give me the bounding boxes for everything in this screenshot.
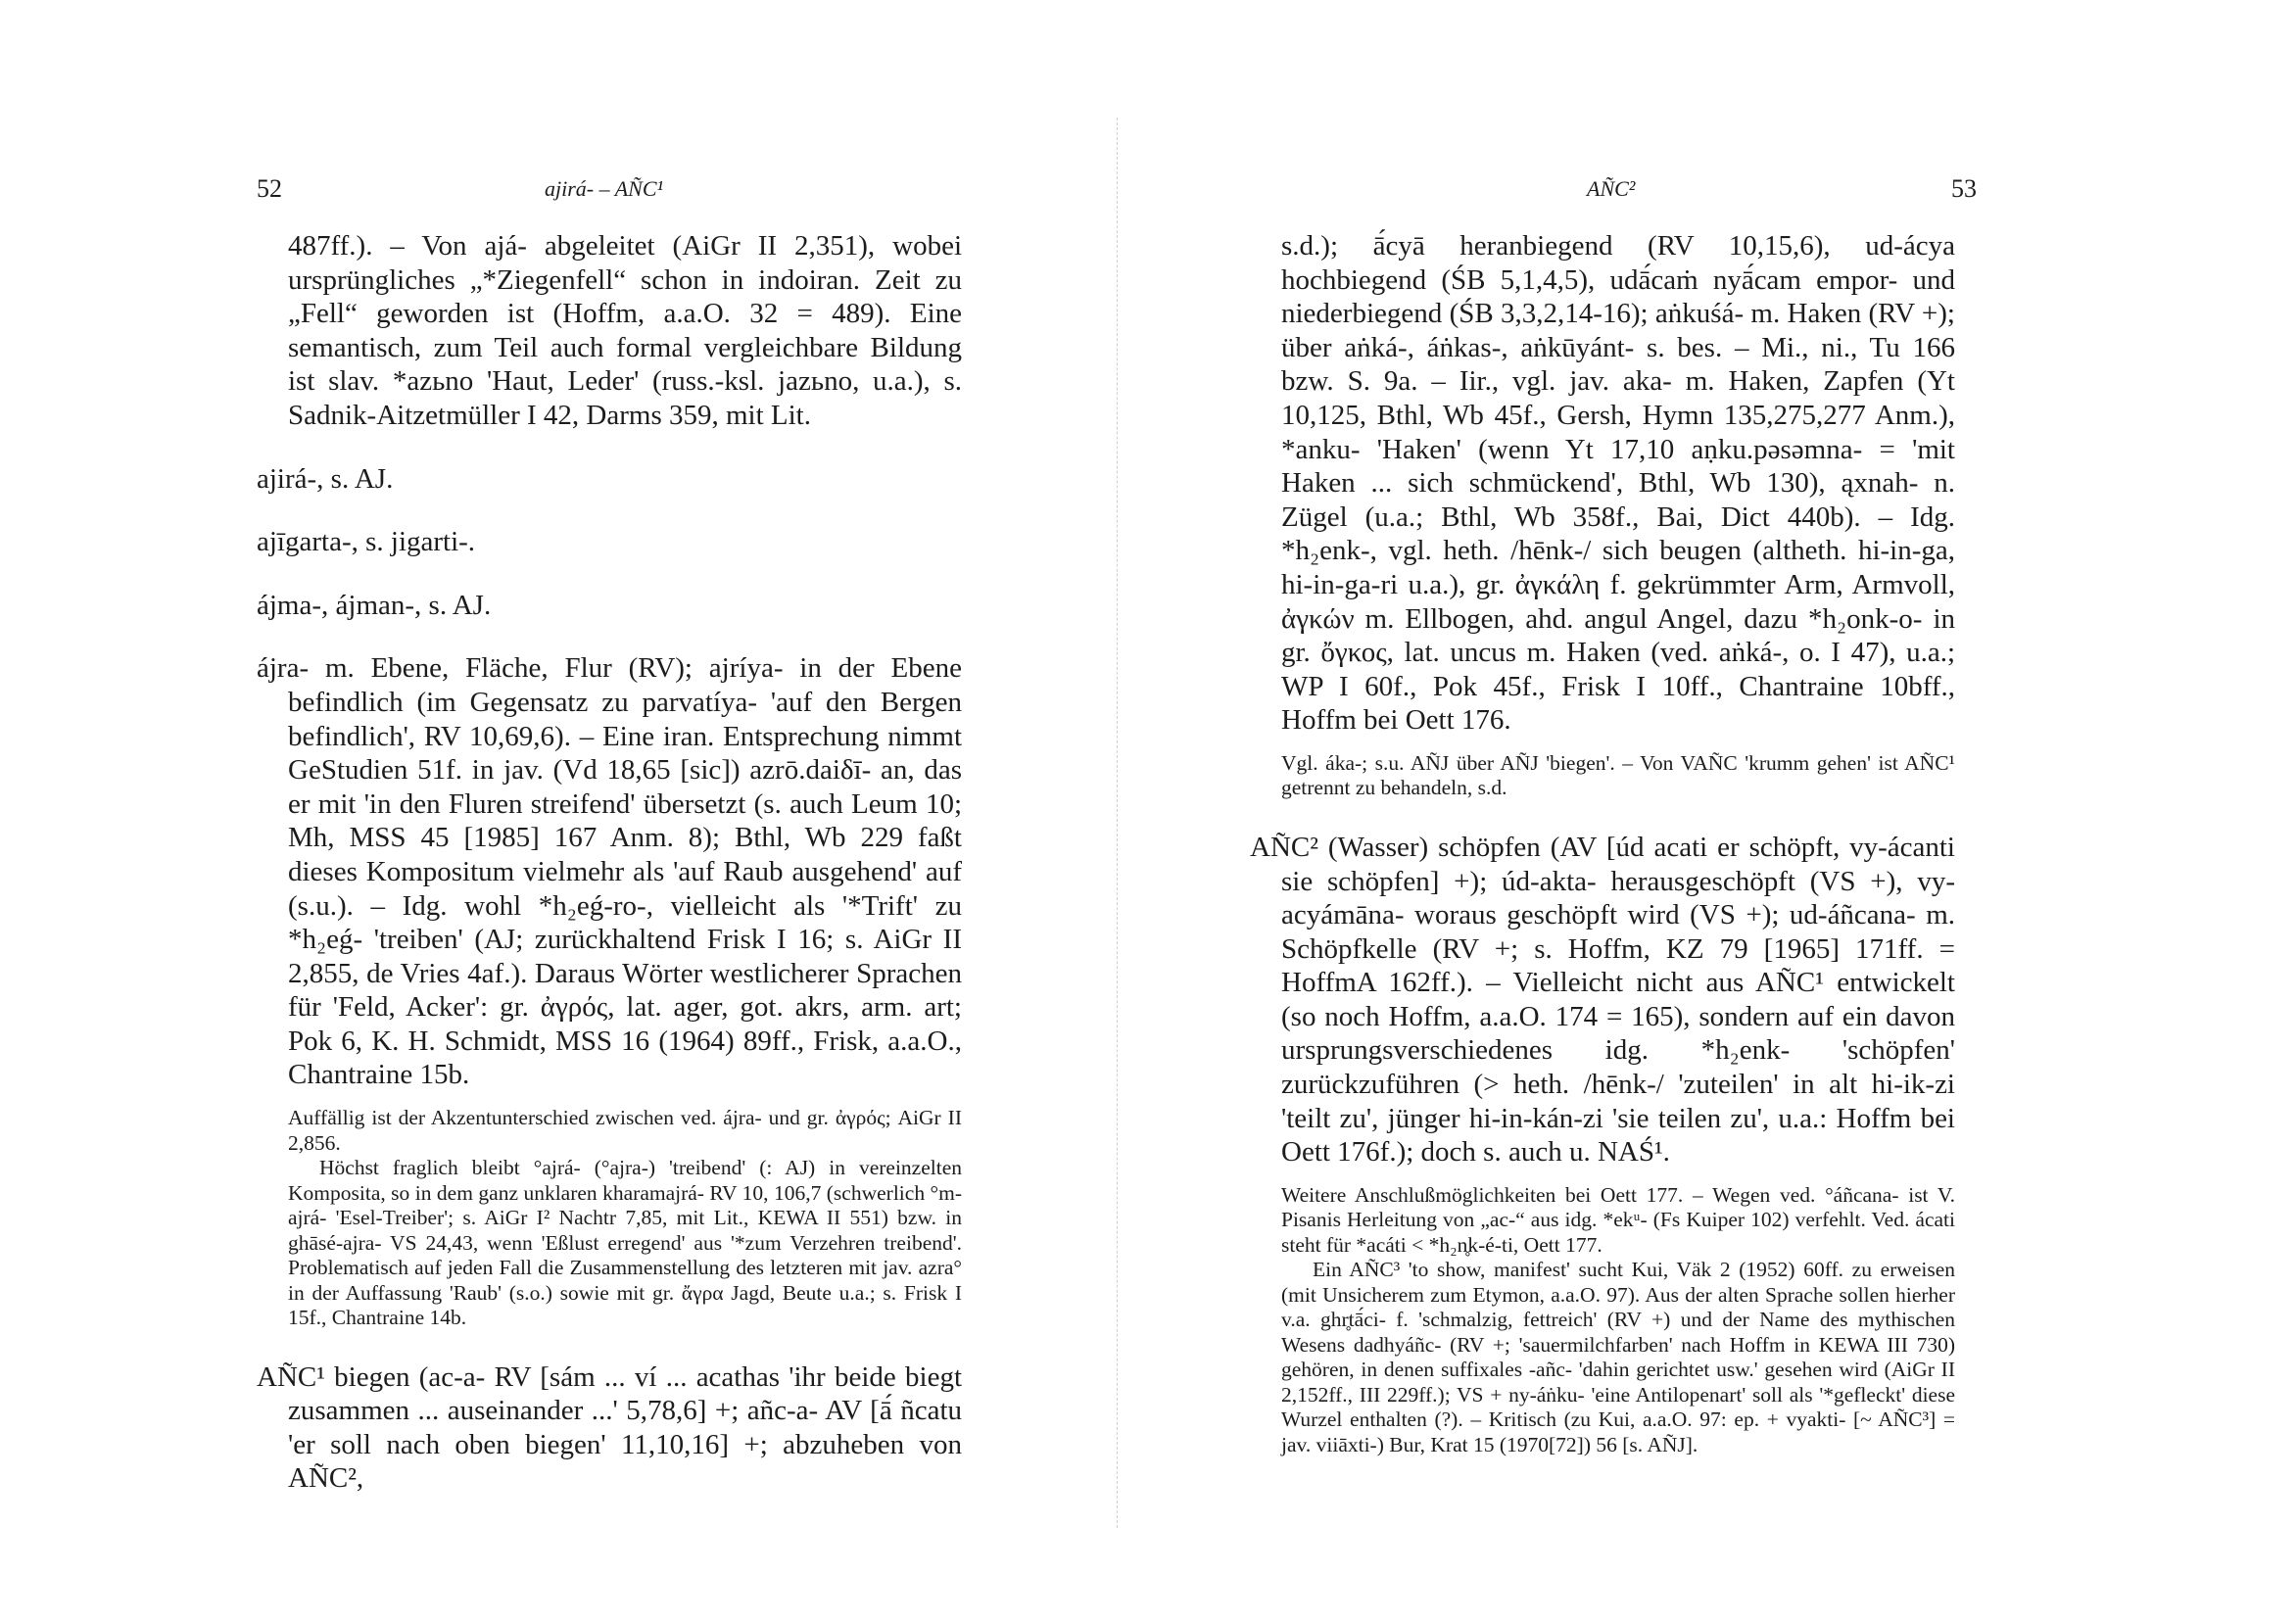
note-further: Weitere Anschlußmöglichkeiten bei Oett 177. – Wegen ved. °áñcana- ist V. Pisanis Herleitung von „ac-“ aus idg. *ekᵘ- (Fs Kuiper 102) verfehlt. Ved. ácati steht für *acáti < *h₂n̥k-é-ti, Oett 177. bbox=[1281, 1182, 1955, 1257]
right-column bbox=[1250, 229, 1955, 1457]
right-running-head: AÑC² bbox=[1587, 176, 1636, 201]
paragraph-continuation: s.d.); ā́cyā heranbiegend (RV 10,15,6), ud-ácya hochbiegend (ŚB 5,1,4,5), udā́caṁ nyā́cam empor- und niederbiegend (ŚB 3,3,2,14-16); aṅkuśá- m. Haken (RV +); über aṅká-, áṅkas-, aṅkūyánt- s. bes. – Mi., ni., Tu 166 bzw. S. 9a. – Iir., vgl. jav. aka- m. Haken, Zapfen (Yt 10,125, Bthl, Wb 45f., Gersh, Hymn 135,275,277 Anm.), *anku- 'Haken' (wenn Yt 17,10 aṇku.pəsəmna- = 'mit Haken ... sich schmückend', Bthl, Wb 130), ąxnah- n. Zügel (u.a.; Bthl, Wb 358f., Bai, Dict 440b). – Idg. *h₂enk-, vgl. heth. /hēnk-/ sich beugen (altheth. hi-in-ga, hi-in-ga-ri u.a.), gr. ἀγκάλη f. gekrümmter Arm, Armvoll, ἀγκών m. Ellbogen, ahd. angul Angel, dazu *h₂onk-o- in gr. ὄγκος, lat. uncus m. Haken (ved. aṅká-, o. I 47), u.a.; WP I 60f., Pok 45f., Frisk I 10ff., Chantraine 10bff., Hoffm bei Oett 176. bbox=[1281, 230, 1955, 737]
right-page-number: 53 bbox=[1951, 174, 1977, 203]
left-column bbox=[257, 229, 962, 1496]
note-anc3: Ein AÑC³ 'to show, manifest' sucht Kui, Väk 2 (1952) 60ff. zu erweisen (mit Unsicherem zum Etymon, a.a.O. 97). Aus der alten Sprache sollen hierher v.a. ghr̥tā́ci- f. 'schmalzig, fettreich' (RV +) und der Name des mythischen Wesens dadhyáñc- (RV +; 'sauermilchfarben' nach Hoffm in KEWA III 730) gehören, in denen suffixales -añc- 'dahin gerichtet usw.' gesehen wird (AiGr II 2,152ff., III 229ff.); VS + ny-áṅku- 'eine Antilopenart' soll als '*gefleckt' diese Wurzel enthalten (?). – Kritisch (zu Kui, a.a.O. 97: ep. + vyakti- [~ AÑC³] = jav. viiāxti-) Bur, Krat 15 (1970[72]) 56 [s. AÑJ]. bbox=[1281, 1258, 1955, 1456]
note-accent: Auffällig ist der Akzentunterschied zwischen ved. ájra- und gr. ἀγρός; AiGr II 2,856. bbox=[288, 1106, 962, 1155]
note-ajra-compounds: Höchst fraglich bleibt °ajrá- (°ajra-) 'treibend' (: AJ) in vereinzelten Komposita, so in dem ganz unklaren kharamajrá- RV 10, 106,7 (schwerlich °m-ajrá- 'Esel-Treiber'; s. AiGr I² Nachtr 7,85, mit Lit., KEWA II 551) bzw. in ghāsé-ajra- VS 24,43, wenn 'Eßlust erregend' aus '*zum Verzehren treibend'. Problematisch auf jeden Fall die Zusammenstellung des letzteren mit jav. azra° in der Auffassung 'Raub' (s.o.) sowie mit gr. ἄγρα Jagd, Beute u.a.; s. Frisk I 15f., Chantraine 14b. bbox=[288, 1156, 962, 1330]
left-running-head: ajirá- – AÑC¹ bbox=[545, 176, 664, 201]
entry-anc1: AÑC¹ biegen (ac-a- RV [sám ... ví ... acathas 'ihr beide biegt zusammen ... auseinander ...' 5,78,6] +; añc-a- AV [ā́ ñcatu 'er soll nach oben biegen' 11,10,16] +; abzuheben von AÑC², bbox=[257, 1360, 962, 1495]
right-page bbox=[1148, 0, 2296, 1622]
entry-ajira: ajirá-, s. AJ. bbox=[257, 462, 394, 495]
note-vgl-aka: Vgl. áka-; s.u. AÑJ über AÑJ 'biegen'. – Von VAÑC 'krumm gehen' ist AÑC¹ getrennt zu behandeln, s.d. bbox=[1281, 750, 1955, 800]
left-page-number: 52 bbox=[257, 174, 282, 203]
entry-ajigarta: ajīgarta-, s. jigarti-. bbox=[257, 526, 476, 558]
paragraph-continuation: 487ff.). – Von ajá- abgeleitet (AiGr II 2,351), wobei ursprüngliches „*Ziegenfell“ schon in indoiran. Zeit zu „Fell“ geworden ist (Hoffm, a.a.O. 32 = 489). Eine semantisch, zum Teil auch formal vergleichbare Bildung ist slav. *azьno 'Haut, Leder' (russ.-ksl. jazьno, u.a.), s. Sadnik-Aitzetmüller I 42, Darms 359, mit Lit. bbox=[288, 230, 962, 431]
entry-anc2: AÑC² (Wasser) schöpfen (AV [úd acati er schöpft, vy-ácanti sie schöpfen] +); úd-akta- herausgeschöpft (VS +), vy-acyámāna- woraus geschöpft wird (VS +); ud-áñcana- m. Schöpfkelle (RV +; s. Hoffm, KZ 79 [1965] 171ff. = HoffmA 162ff.). – Vielleicht nicht aus AÑC¹ entwickelt (so noch Hoffm, a.a.O. 174 = 165), sondern auf ein davon ursprungsverschiedenes idg. *h₂enk- 'schöpfen' zurückzuführen (> heth. /hēnk-/ 'zuteilen' in alt hi-ik-zi 'teilt zu', jünger hi-in-kán-zi 'sie teilen zu', u.a.: Hoffm bei Oett 176f.); doch s. auch u. NAŚ¹. bbox=[1250, 831, 1955, 1169]
entry-ajra: ájra- m. Ebene, Fläche, Flur (RV); ajríya- in der Ebene befindlich (im Gegensatz zu parvatíya- 'auf den Bergen befindlich', RV 10,69,6). – Eine iran. Entsprechung nimmt GeStudien 51f. in jav. (Vd 18,65 [sic]) azrō.daiδī- an, das er mit 'in den Fluren streifend' übersetzt (s. auch Leum 10; Mh, MSS 45 [1985] 167 Anm. 8); Bthl, Wb 229 faßt dieses Kompositum vielmehr als 'auf Raub ausgehend' auf (s.u.). – Idg. wohl *h₂eǵ-ro-, vielleicht als '*Trift' zu *h₂eǵ- 'treiben' (AJ; zurückhaltend Frisk I 16; s. AiGr II 2,855, de Vries 4af.). Daraus Wörter westlicherer Sprachen für 'Feld, Acker': gr. ἀγρός, lat. ager, got. akrs, arm. art; Pok 6, K. H. Schmidt, MSS 16 (1964) 89ff., Frisk, a.a.O., Chantraine 15b. bbox=[257, 652, 962, 1091]
entry-ajma: ájma-, ájman-, s. AJ. bbox=[257, 589, 492, 621]
